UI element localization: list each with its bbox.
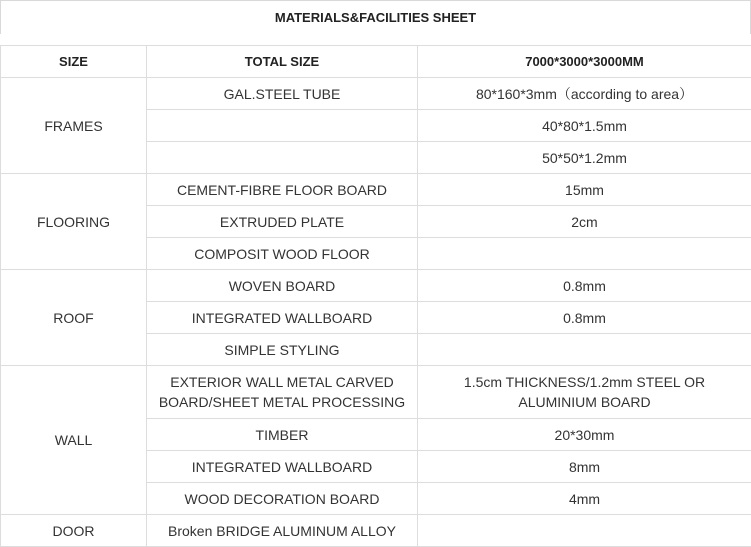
spec-cell (418, 334, 751, 366)
item-cell (147, 110, 418, 142)
spec-cell: 20*30mm (418, 419, 751, 451)
category-wall: WALL (1, 366, 147, 515)
item-cell: CEMENT-FIBRE FLOOR BOARD (147, 174, 418, 206)
item-cell: WOVEN BOARD (147, 270, 418, 302)
category-door: DOOR (1, 515, 147, 547)
spec-cell (418, 515, 751, 547)
item-cell: TIMBER (147, 419, 418, 451)
materials-table (0, 45, 751, 547)
item-cell: INTEGRATED WALLBOARD (147, 302, 418, 334)
spec-line: ALUMINIUM BOARD (518, 394, 650, 410)
category-flooring: FLOORING (1, 174, 147, 270)
spec-cell: 8mm (418, 451, 751, 483)
spec-line: 1.5cm THICKNESS/1.2mm STEEL OR (464, 374, 705, 390)
item-line: BOARD/SHEET METAL PROCESSING (159, 394, 405, 410)
spec-cell (418, 238, 751, 270)
spec-cell: 15mm (418, 174, 751, 206)
sheet-title: MATERIALS&FACILITIES SHEET (0, 0, 751, 34)
table-row (1, 270, 751, 302)
item-cell: GAL.STEEL TUBE (147, 78, 418, 110)
table-row (1, 366, 751, 419)
spec-cell (418, 366, 751, 419)
item-cell: EXTRUDED PLATE (147, 206, 418, 238)
item-cell (147, 142, 418, 174)
table-row (1, 174, 751, 206)
category-frames: FRAMES (1, 78, 147, 174)
item-line: EXTERIOR WALL METAL CARVED (170, 374, 394, 390)
spec-cell: 2cm (418, 206, 751, 238)
spec-cell: 4mm (418, 483, 751, 515)
category-roof: ROOF (1, 270, 147, 366)
header-size: SIZE (1, 46, 147, 78)
spec-cell: 50*50*1.2mm (418, 142, 751, 174)
header-row (1, 46, 751, 78)
item-cell: Broken BRIDGE ALUMINUM ALLOY (147, 515, 418, 547)
table-row (1, 78, 751, 110)
item-cell: INTEGRATED WALLBOARD (147, 451, 418, 483)
spec-cell: 80*160*3mm（according to area） (418, 78, 751, 110)
item-cell: SIMPLE STYLING (147, 334, 418, 366)
spec-cell: 0.8mm (418, 302, 751, 334)
item-cell: WOOD DECORATION BOARD (147, 483, 418, 515)
item-cell: COMPOSIT WOOD FLOOR (147, 238, 418, 270)
item-cell (147, 366, 418, 419)
spec-cell: 0.8mm (418, 270, 751, 302)
spec-cell: 40*80*1.5mm (418, 110, 751, 142)
header-total-size: TOTAL SIZE (147, 46, 418, 78)
table-row (1, 515, 751, 547)
header-dimensions: 7000*3000*3000MM (418, 46, 751, 78)
